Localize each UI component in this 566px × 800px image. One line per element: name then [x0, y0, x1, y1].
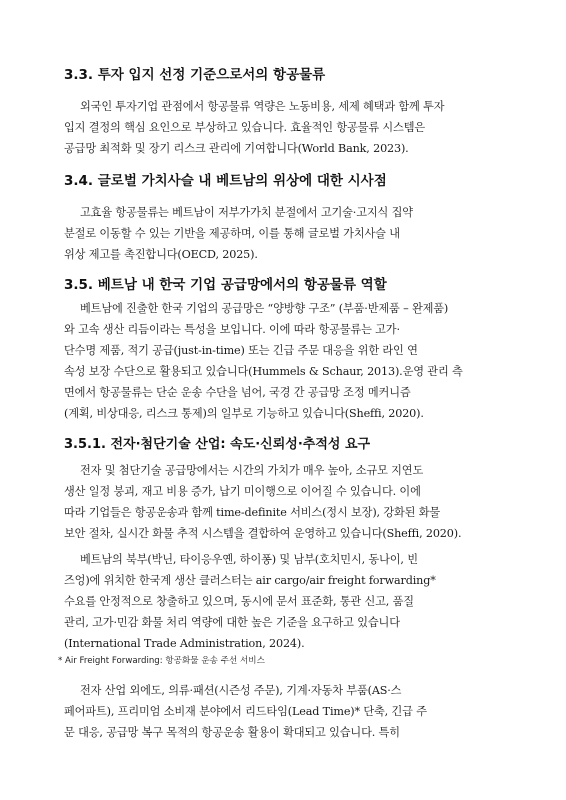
text-line: 위상 제고를 촉진합니다(OECD, 2025). — [64, 248, 258, 261]
text-line: 보안 절차, 실시간 화물 추적 시스템을 결합하여 운영하고 있습니다(Sheffi, 2020). — [64, 527, 462, 540]
section-3-3-heading: 3.3. 투자 입지 선정 기준으로서의 항공물류 — [64, 67, 326, 83]
section-3-5-1-paragraph-1 — [64, 460, 504, 544]
text-line: (계획, 비상대응, 리스크 통제)의 일부로 기능하고 있습니다(Sheffi, 2020). — [64, 407, 424, 420]
text-line: 단수명 제품, 적기 공급(just-in-time) 또는 긴급 주문 대응을 위한 라인 연 — [64, 344, 418, 357]
section-3-4-heading: 3.4. 글로벌 가치사슬 내 베트남의 위상에 대한 시사점 — [64, 173, 387, 189]
text-line: 면에서 항공물류는 단순 운송 수단을 넘어, 국경 간 공급망 조정 메커니즘 — [64, 386, 411, 399]
text-line: 고효율 항공물류는 베트남이 저부가가치 분절에서 고기술·고지식 집약 — [80, 206, 413, 219]
text-line: 즈엉)에 위치한 한국계 생산 클러스터는 air cargo/air freight forwarding* — [64, 574, 436, 587]
text-line: 수요를 안정적으로 창출하고 있으며, 동시에 문서 표준화, 통관 신고, 품질 — [64, 595, 414, 608]
section-3-5-heading: 3.5. 베트남 내 한국 기업 공급망에서의 항공물류 역할 — [64, 277, 387, 293]
text-line: 속성 보장 수단으로 활용되고 있습니다(Hummels & Schaur, 2013).운영 관리 측 — [64, 365, 463, 378]
text-line: 외국인 투자기업 관점에서 항공물류 역량은 노동비용, 세제 혜택과 함께 투자 — [80, 100, 445, 113]
text-line: 생산 일정 붕괴, 재고 비용 증가, 납기 미이행으로 이어질 수 있습니다. 이에 — [64, 485, 421, 498]
text-line: 페어파트), 프리미엄 소비재 분야에서 리드타임(Lead Time)* 단축, 긴급 주 — [64, 705, 427, 718]
text-line: 베트남의 북부(박닌, 타이응우옌, 하이퐁) 및 남부(호치민시, 동나이, 빈 — [80, 553, 418, 566]
section-3-4-paragraph — [64, 202, 504, 265]
text-line: 전자 산업 외에도, 의류·패션(시즌성 주문), 기계·자동차 부품(AS·스 — [80, 684, 402, 697]
text-line: 전자 및 첨단기술 공급망에서는 시간의 가치가 매우 높아, 소규모 지연도 — [80, 464, 424, 477]
text-line: 관리, 고가·민감 화물 처리 역량에 대한 높은 기준을 요구하고 있습니다 — [64, 616, 400, 629]
text-line: (International Trade Administration, 2024). — [64, 637, 305, 650]
text-line: 공급망 최적화 및 장기 리스크 관리에 기여합니다(World Bank, 2023). — [64, 142, 409, 155]
text-line: 따라 기업들은 항공운송과 함께 time-definite 서비스(정시 보장), 강화된 화물 — [64, 506, 441, 519]
text-line: 문 대응, 공급망 복구 목적의 항공운송 활용이 확대되고 있습니다. 특히 — [64, 726, 400, 739]
text-line: 와 고속 생산 리듬이라는 특성을 보입니다. 이에 따라 항공물류는 고가· — [64, 323, 400, 336]
section-3-5-1-heading: 3.5.1. 전자·첨단기술 산업: 속도·신뢰성·추적성 요구 — [64, 437, 371, 452]
text-line: 입지 결정의 핵심 요인으로 부상하고 있습니다. 효율적인 항공물류 시스템은 — [64, 121, 426, 134]
section-3-3-paragraph — [64, 96, 504, 159]
text-line: 베트남에 진출한 한국 기업의 공급망은 “양방향 구조” (부품·반제품 – 완제품) — [80, 302, 449, 315]
section-3-5-paragraph — [64, 298, 504, 424]
section-3-5-1-paragraph-3 — [64, 680, 504, 743]
text-line: 분절로 이동할 수 있는 기반을 제공하며, 이를 통해 글로벌 가치사슬 내 — [64, 227, 400, 240]
footnote: * Air Freight Forwarding: 항공화물 운송 주선 서비스 — [58, 656, 265, 666]
section-3-5-1-paragraph-2 — [64, 549, 504, 654]
